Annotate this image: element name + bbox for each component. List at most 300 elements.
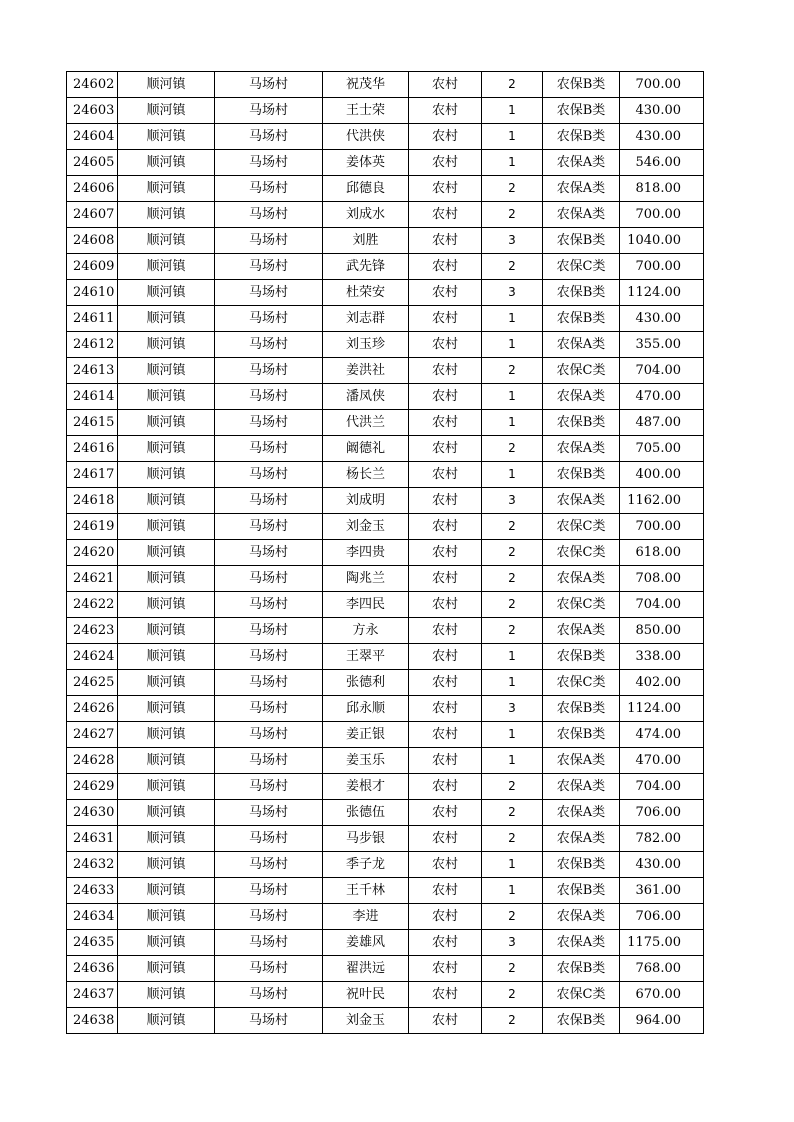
town-cell: 顺河镇 — [118, 800, 215, 826]
person-name-cell: 祝叶民 — [323, 982, 409, 1008]
village-cell: 马场村 — [215, 566, 323, 592]
amount-cell: 402.00 — [620, 670, 704, 696]
count-cell: 2 — [482, 956, 543, 982]
record-id-cell: 24628 — [67, 748, 118, 774]
town-cell: 顺河镇 — [118, 748, 215, 774]
area-type-cell: 农村 — [409, 592, 482, 618]
table-row — [67, 566, 704, 592]
record-id-cell: 24620 — [67, 540, 118, 566]
amount-cell: 1175.00 — [620, 930, 704, 956]
town-cell: 顺河镇 — [118, 956, 215, 982]
category-cell: 农保C类 — [543, 254, 620, 280]
amount-cell: 706.00 — [620, 800, 704, 826]
category-cell: 农保B类 — [543, 878, 620, 904]
person-name-cell: 姜雄风 — [323, 930, 409, 956]
table-row — [67, 384, 704, 410]
count-cell: 1 — [482, 150, 543, 176]
village-cell: 马场村 — [215, 228, 323, 254]
table-row — [67, 618, 704, 644]
table-row — [67, 150, 704, 176]
record-id-cell: 24625 — [67, 670, 118, 696]
person-name-cell: 刘玉珍 — [323, 332, 409, 358]
category-cell: 农保B类 — [543, 72, 620, 98]
village-cell: 马场村 — [215, 956, 323, 982]
table-row — [67, 852, 704, 878]
person-name-cell: 刘志群 — [323, 306, 409, 332]
village-cell: 马场村 — [215, 800, 323, 826]
amount-cell: 700.00 — [620, 514, 704, 540]
amount-cell: 670.00 — [620, 982, 704, 1008]
category-cell: 农保B类 — [543, 306, 620, 332]
table-row — [67, 436, 704, 462]
record-id-cell: 24633 — [67, 878, 118, 904]
table-row — [67, 306, 704, 332]
category-cell: 农保B类 — [543, 98, 620, 124]
table-row — [67, 176, 704, 202]
area-type-cell: 农村 — [409, 644, 482, 670]
town-cell: 顺河镇 — [118, 280, 215, 306]
person-name-cell: 刘金玉 — [323, 514, 409, 540]
area-type-cell: 农村 — [409, 800, 482, 826]
amount-cell: 470.00 — [620, 748, 704, 774]
record-id-cell: 24622 — [67, 592, 118, 618]
person-name-cell: 马步银 — [323, 826, 409, 852]
count-cell: 1 — [482, 644, 543, 670]
table-row — [67, 956, 704, 982]
town-cell: 顺河镇 — [118, 696, 215, 722]
town-cell: 顺河镇 — [118, 644, 215, 670]
record-id-cell: 24606 — [67, 176, 118, 202]
table-row — [67, 540, 704, 566]
area-type-cell: 农村 — [409, 202, 482, 228]
area-type-cell: 农村 — [409, 332, 482, 358]
table-row — [67, 514, 704, 540]
amount-cell: 470.00 — [620, 384, 704, 410]
town-cell: 顺河镇 — [118, 904, 215, 930]
amount-cell: 546.00 — [620, 150, 704, 176]
village-cell: 马场村 — [215, 384, 323, 410]
table-row — [67, 228, 704, 254]
person-name-cell: 代洪兰 — [323, 410, 409, 436]
area-type-cell: 农村 — [409, 150, 482, 176]
record-id-cell: 24608 — [67, 228, 118, 254]
area-type-cell: 农村 — [409, 930, 482, 956]
village-cell: 马场村 — [215, 462, 323, 488]
area-type-cell: 农村 — [409, 904, 482, 930]
record-id-cell: 24615 — [67, 410, 118, 436]
person-name-cell: 刘成明 — [323, 488, 409, 514]
count-cell: 2 — [482, 826, 543, 852]
person-name-cell: 李四民 — [323, 592, 409, 618]
village-cell: 马场村 — [215, 592, 323, 618]
record-id-cell: 24603 — [67, 98, 118, 124]
amount-cell: 1124.00 — [620, 696, 704, 722]
amount-cell: 708.00 — [620, 566, 704, 592]
town-cell: 顺河镇 — [118, 254, 215, 280]
record-id-cell: 24607 — [67, 202, 118, 228]
area-type-cell: 农村 — [409, 72, 482, 98]
town-cell: 顺河镇 — [118, 332, 215, 358]
count-cell: 2 — [482, 592, 543, 618]
count-cell: 3 — [482, 930, 543, 956]
village-cell: 马场村 — [215, 826, 323, 852]
table-body — [67, 72, 704, 1034]
count-cell: 1 — [482, 748, 543, 774]
count-cell: 1 — [482, 98, 543, 124]
area-type-cell: 农村 — [409, 852, 482, 878]
person-name-cell: 张德利 — [323, 670, 409, 696]
category-cell: 农保A类 — [543, 488, 620, 514]
table-row — [67, 722, 704, 748]
amount-cell: 705.00 — [620, 436, 704, 462]
village-cell: 马场村 — [215, 124, 323, 150]
amount-cell: 430.00 — [620, 124, 704, 150]
person-name-cell: 潘凤侠 — [323, 384, 409, 410]
record-id-cell: 24614 — [67, 384, 118, 410]
category-cell: 农保B类 — [543, 852, 620, 878]
count-cell: 2 — [482, 540, 543, 566]
town-cell: 顺河镇 — [118, 514, 215, 540]
town-cell: 顺河镇 — [118, 176, 215, 202]
village-cell: 马场村 — [215, 774, 323, 800]
amount-cell: 430.00 — [620, 98, 704, 124]
count-cell: 1 — [482, 124, 543, 150]
count-cell: 2 — [482, 982, 543, 1008]
record-id-cell: 24621 — [67, 566, 118, 592]
count-cell: 3 — [482, 488, 543, 514]
category-cell: 农保B类 — [543, 722, 620, 748]
village-cell: 马场村 — [215, 436, 323, 462]
category-cell: 农保A类 — [543, 826, 620, 852]
area-type-cell: 农村 — [409, 540, 482, 566]
table-row — [67, 982, 704, 1008]
category-cell: 农保A类 — [543, 176, 620, 202]
count-cell: 2 — [482, 358, 543, 384]
village-cell: 马场村 — [215, 306, 323, 332]
category-cell: 农保C类 — [543, 540, 620, 566]
village-cell: 马场村 — [215, 696, 323, 722]
person-name-cell: 邱德良 — [323, 176, 409, 202]
amount-cell: 782.00 — [620, 826, 704, 852]
area-type-cell: 农村 — [409, 410, 482, 436]
category-cell: 农保A类 — [543, 904, 620, 930]
record-id-cell: 24637 — [67, 982, 118, 1008]
record-id-cell: 24624 — [67, 644, 118, 670]
record-id-cell: 24626 — [67, 696, 118, 722]
person-name-cell: 武先锋 — [323, 254, 409, 280]
table-row — [67, 72, 704, 98]
area-type-cell: 农村 — [409, 722, 482, 748]
table-row — [67, 930, 704, 956]
area-type-cell: 农村 — [409, 696, 482, 722]
record-id-cell: 24635 — [67, 930, 118, 956]
table-row — [67, 488, 704, 514]
village-cell: 马场村 — [215, 202, 323, 228]
amount-cell: 1162.00 — [620, 488, 704, 514]
record-id-cell: 24602 — [67, 72, 118, 98]
count-cell: 2 — [482, 774, 543, 800]
record-id-cell: 24629 — [67, 774, 118, 800]
count-cell: 2 — [482, 514, 543, 540]
area-type-cell: 农村 — [409, 748, 482, 774]
count-cell: 3 — [482, 228, 543, 254]
count-cell: 1 — [482, 306, 543, 332]
village-cell: 马场村 — [215, 618, 323, 644]
count-cell: 2 — [482, 800, 543, 826]
category-cell: 农保A类 — [543, 800, 620, 826]
town-cell: 顺河镇 — [118, 228, 215, 254]
amount-cell: 618.00 — [620, 540, 704, 566]
table-row — [67, 696, 704, 722]
area-type-cell: 农村 — [409, 384, 482, 410]
record-id-cell: 24611 — [67, 306, 118, 332]
amount-cell: 338.00 — [620, 644, 704, 670]
town-cell: 顺河镇 — [118, 98, 215, 124]
person-name-cell: 杜荣安 — [323, 280, 409, 306]
person-name-cell: 张德伍 — [323, 800, 409, 826]
category-cell: 农保C类 — [543, 514, 620, 540]
village-cell: 马场村 — [215, 488, 323, 514]
town-cell: 顺河镇 — [118, 670, 215, 696]
table-row — [67, 644, 704, 670]
town-cell: 顺河镇 — [118, 774, 215, 800]
area-type-cell: 农村 — [409, 436, 482, 462]
category-cell: 农保A类 — [543, 618, 620, 644]
category-cell: 农保A类 — [543, 566, 620, 592]
person-name-cell: 邱永顺 — [323, 696, 409, 722]
town-cell: 顺河镇 — [118, 982, 215, 1008]
village-cell: 马场村 — [215, 358, 323, 384]
table-row — [67, 410, 704, 436]
count-cell: 2 — [482, 436, 543, 462]
town-cell: 顺河镇 — [118, 384, 215, 410]
village-cell: 马场村 — [215, 878, 323, 904]
village-cell: 马场村 — [215, 748, 323, 774]
person-name-cell: 王翠平 — [323, 644, 409, 670]
area-type-cell: 农村 — [409, 176, 482, 202]
amount-cell: 704.00 — [620, 358, 704, 384]
town-cell: 顺河镇 — [118, 150, 215, 176]
person-name-cell: 代洪侠 — [323, 124, 409, 150]
village-cell: 马场村 — [215, 982, 323, 1008]
village-cell: 马场村 — [215, 852, 323, 878]
table-row — [67, 800, 704, 826]
category-cell: 农保A类 — [543, 774, 620, 800]
person-name-cell: 方永 — [323, 618, 409, 644]
records-table — [66, 71, 704, 1034]
town-cell: 顺河镇 — [118, 410, 215, 436]
village-cell: 马场村 — [215, 280, 323, 306]
record-id-cell: 24631 — [67, 826, 118, 852]
amount-cell: 700.00 — [620, 72, 704, 98]
table-row — [67, 878, 704, 904]
person-name-cell: 刘金玉 — [323, 1008, 409, 1034]
table-row — [67, 774, 704, 800]
person-name-cell: 姜正银 — [323, 722, 409, 748]
record-id-cell: 24616 — [67, 436, 118, 462]
area-type-cell: 农村 — [409, 878, 482, 904]
village-cell: 马场村 — [215, 254, 323, 280]
area-type-cell: 农村 — [409, 488, 482, 514]
count-cell: 1 — [482, 878, 543, 904]
category-cell: 农保B类 — [543, 124, 620, 150]
count-cell: 2 — [482, 254, 543, 280]
category-cell: 农保C类 — [543, 358, 620, 384]
amount-cell: 700.00 — [620, 254, 704, 280]
count-cell: 1 — [482, 670, 543, 696]
area-type-cell: 农村 — [409, 124, 482, 150]
village-cell: 马场村 — [215, 1008, 323, 1034]
amount-cell: 400.00 — [620, 462, 704, 488]
count-cell: 2 — [482, 176, 543, 202]
town-cell: 顺河镇 — [118, 540, 215, 566]
category-cell: 农保B类 — [543, 1008, 620, 1034]
category-cell: 农保B类 — [543, 956, 620, 982]
amount-cell: 1124.00 — [620, 280, 704, 306]
category-cell: 农保B类 — [543, 410, 620, 436]
town-cell: 顺河镇 — [118, 488, 215, 514]
village-cell: 马场村 — [215, 72, 323, 98]
category-cell: 农保A类 — [543, 436, 620, 462]
table-row — [67, 98, 704, 124]
record-id-cell: 24605 — [67, 150, 118, 176]
town-cell: 顺河镇 — [118, 878, 215, 904]
category-cell: 农保A类 — [543, 384, 620, 410]
town-cell: 顺河镇 — [118, 592, 215, 618]
amount-cell: 355.00 — [620, 332, 704, 358]
town-cell: 顺河镇 — [118, 306, 215, 332]
person-name-cell: 刘成水 — [323, 202, 409, 228]
area-type-cell: 农村 — [409, 618, 482, 644]
town-cell: 顺河镇 — [118, 72, 215, 98]
category-cell: 农保B类 — [543, 280, 620, 306]
count-cell: 2 — [482, 566, 543, 592]
town-cell: 顺河镇 — [118, 722, 215, 748]
village-cell: 马场村 — [215, 930, 323, 956]
amount-cell: 474.00 — [620, 722, 704, 748]
town-cell: 顺河镇 — [118, 566, 215, 592]
person-name-cell: 刘胜 — [323, 228, 409, 254]
village-cell: 马场村 — [215, 98, 323, 124]
category-cell: 农保A类 — [543, 748, 620, 774]
record-id-cell: 24634 — [67, 904, 118, 930]
area-type-cell: 农村 — [409, 774, 482, 800]
count-cell: 2 — [482, 72, 543, 98]
category-cell: 农保C类 — [543, 982, 620, 1008]
category-cell: 农保B类 — [543, 462, 620, 488]
area-type-cell: 农村 — [409, 566, 482, 592]
category-cell: 农保C类 — [543, 592, 620, 618]
count-cell: 1 — [482, 410, 543, 436]
person-name-cell: 陶兆兰 — [323, 566, 409, 592]
record-id-cell: 24612 — [67, 332, 118, 358]
record-id-cell: 24630 — [67, 800, 118, 826]
person-name-cell: 翟洪远 — [323, 956, 409, 982]
person-name-cell: 姜洪社 — [323, 358, 409, 384]
record-id-cell: 24610 — [67, 280, 118, 306]
person-name-cell: 杨长兰 — [323, 462, 409, 488]
table-row — [67, 904, 704, 930]
person-name-cell: 阚德礼 — [323, 436, 409, 462]
area-type-cell: 农村 — [409, 982, 482, 1008]
area-type-cell: 农村 — [409, 254, 482, 280]
table-row — [67, 332, 704, 358]
amount-cell: 1040.00 — [620, 228, 704, 254]
area-type-cell: 农村 — [409, 462, 482, 488]
amount-cell: 964.00 — [620, 1008, 704, 1034]
area-type-cell: 农村 — [409, 956, 482, 982]
category-cell: 农保B类 — [543, 644, 620, 670]
category-cell: 农保B类 — [543, 696, 620, 722]
category-cell: 农保A类 — [543, 332, 620, 358]
count-cell: 1 — [482, 332, 543, 358]
amount-cell: 706.00 — [620, 904, 704, 930]
village-cell: 马场村 — [215, 904, 323, 930]
village-cell: 马场村 — [215, 332, 323, 358]
amount-cell: 850.00 — [620, 618, 704, 644]
record-id-cell: 24636 — [67, 956, 118, 982]
person-name-cell: 王士荣 — [323, 98, 409, 124]
amount-cell: 430.00 — [620, 306, 704, 332]
count-cell: 1 — [482, 852, 543, 878]
village-cell: 马场村 — [215, 150, 323, 176]
village-cell: 马场村 — [215, 722, 323, 748]
area-type-cell: 农村 — [409, 1008, 482, 1034]
area-type-cell: 农村 — [409, 514, 482, 540]
town-cell: 顺河镇 — [118, 462, 215, 488]
category-cell: 农保A类 — [543, 930, 620, 956]
person-name-cell: 李四贵 — [323, 540, 409, 566]
record-id-cell: 24609 — [67, 254, 118, 280]
area-type-cell: 农村 — [409, 358, 482, 384]
amount-cell: 768.00 — [620, 956, 704, 982]
town-cell: 顺河镇 — [118, 930, 215, 956]
area-type-cell: 农村 — [409, 826, 482, 852]
person-name-cell: 李进 — [323, 904, 409, 930]
area-type-cell: 农村 — [409, 228, 482, 254]
area-type-cell: 农村 — [409, 306, 482, 332]
town-cell: 顺河镇 — [118, 124, 215, 150]
village-cell: 马场村 — [215, 670, 323, 696]
person-name-cell: 王千林 — [323, 878, 409, 904]
amount-cell: 704.00 — [620, 774, 704, 800]
table-row — [67, 826, 704, 852]
town-cell: 顺河镇 — [118, 1008, 215, 1034]
table-row — [67, 1008, 704, 1034]
count-cell: 3 — [482, 280, 543, 306]
area-type-cell: 农村 — [409, 670, 482, 696]
amount-cell: 487.00 — [620, 410, 704, 436]
count-cell: 1 — [482, 462, 543, 488]
village-cell: 马场村 — [215, 514, 323, 540]
record-id-cell: 24604 — [67, 124, 118, 150]
record-id-cell: 24619 — [67, 514, 118, 540]
village-cell: 马场村 — [215, 540, 323, 566]
village-cell: 马场村 — [215, 176, 323, 202]
area-type-cell: 农村 — [409, 280, 482, 306]
table-row — [67, 124, 704, 150]
town-cell: 顺河镇 — [118, 852, 215, 878]
person-name-cell: 姜玉乐 — [323, 748, 409, 774]
amount-cell: 700.00 — [620, 202, 704, 228]
count-cell: 2 — [482, 202, 543, 228]
village-cell: 马场村 — [215, 410, 323, 436]
record-id-cell: 24623 — [67, 618, 118, 644]
town-cell: 顺河镇 — [118, 826, 215, 852]
record-id-cell: 24638 — [67, 1008, 118, 1034]
person-name-cell: 祝茂华 — [323, 72, 409, 98]
town-cell: 顺河镇 — [118, 202, 215, 228]
